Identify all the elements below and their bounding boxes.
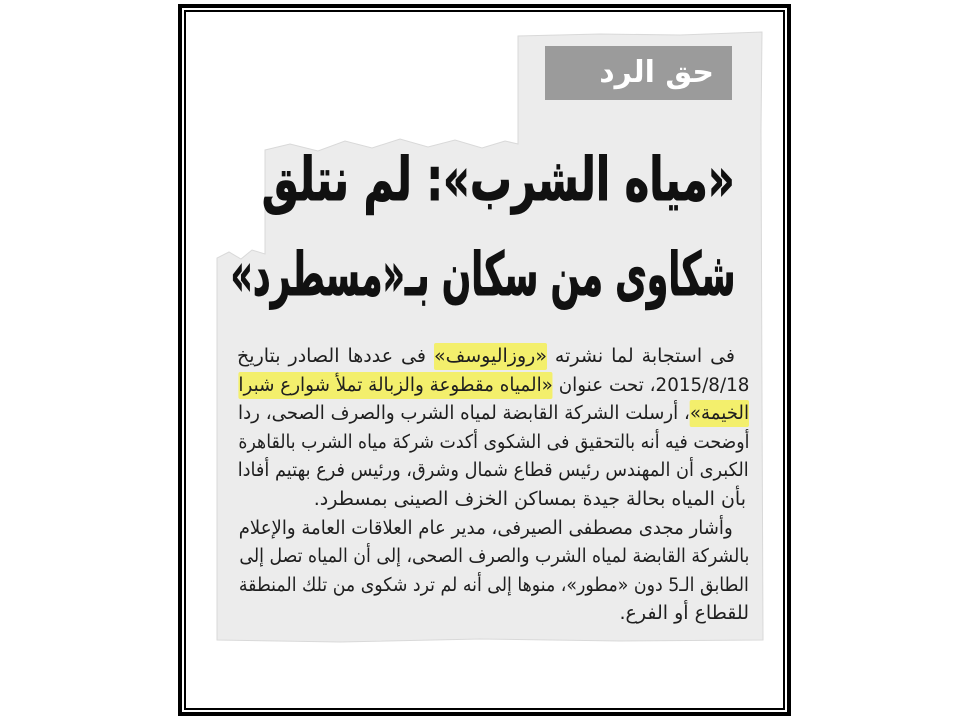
highlighted-text: «المياه مقطوعة والزبالة تملأ شوارع شبرا <box>238 372 552 399</box>
body-text: فى استجابة لما نشرته <box>546 345 735 367</box>
body-line-6 <box>238 485 746 513</box>
section-tag <box>545 46 732 100</box>
headline-line-2 <box>230 240 735 310</box>
body-line-4 <box>238 428 749 456</box>
line-text <box>237 342 735 370</box>
headline-text: «مياه الشرب»: لم نتلق <box>262 145 735 215</box>
body-text: بأن المياه بحالة جيدة بمساكن الخزف الصينى بمسطرد. <box>313 488 746 510</box>
body-text: فى عددها الصادر بتاريخ <box>237 345 434 367</box>
line-text <box>239 542 749 570</box>
body-text: 2015/8/18، تحت عنوان <box>552 374 749 396</box>
line-text <box>238 399 749 427</box>
body-line-7 <box>239 514 733 542</box>
body-text: بالشركة القابضة لمياه الشرب والصرف الصحى، إلى أن المياه تصل إلى <box>239 545 749 567</box>
body-text: الطابق الـ5 دون «مطور»، منوها إلى أنه لم ترد شكوى من تلك المنطقة <box>239 574 749 596</box>
headline-text: شكاوى من سكان بـ«مسطرد» <box>230 240 735 310</box>
body-text: للقطاع أو الفرع. <box>619 602 749 624</box>
line-text <box>314 485 746 513</box>
section-tag-label: حق الرد <box>599 55 714 90</box>
headline-line-1 <box>262 145 735 215</box>
body-text: ، أرسلت الشركة القابضة لمياه الشرب والصرف الصحى، ردا <box>238 402 690 424</box>
body-line-9 <box>239 571 749 599</box>
line-text <box>239 514 733 542</box>
line-text <box>620 599 749 627</box>
line-text <box>239 571 749 599</box>
body-text: وأشار مجدى مصطفى الصيرفى، مدير عام العلاقات العامة والإعلام <box>239 517 733 539</box>
body-line-5 <box>238 456 749 484</box>
body-text: الكبرى أن المهندس رئيس قطاع شمال وشرق، ورئيس فرع بهتيم أفادا <box>238 459 749 481</box>
highlighted-text: «روزاليوسف» <box>434 343 547 370</box>
line-text <box>238 456 749 484</box>
body-line-8 <box>239 542 749 570</box>
body-line-10 <box>239 599 749 627</box>
line-text <box>238 371 749 399</box>
body-line-2 <box>238 371 749 399</box>
body-text: أوضحت فيه أنه بالتحقيق فى الشكوى أكدت شركة مياه الشرب بالقاهرة <box>238 431 749 453</box>
line-text <box>238 428 749 456</box>
body-line-3 <box>238 399 749 427</box>
body-line-1 <box>237 342 735 370</box>
highlighted-text: الخيمة» <box>690 400 749 427</box>
